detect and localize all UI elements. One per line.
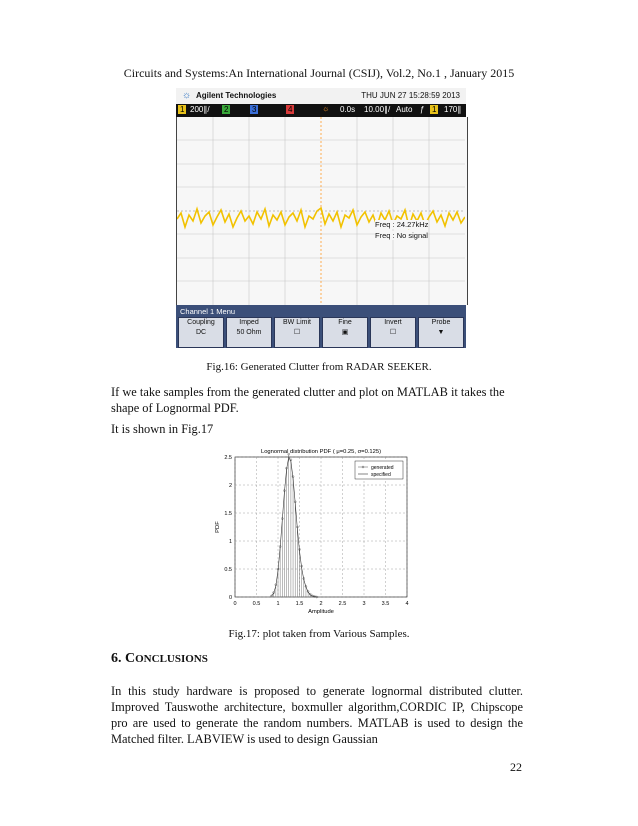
scope-display: [176, 117, 468, 305]
arrow-down-icon: ▼: [437, 329, 445, 336]
legend-generated-label: generated: [371, 465, 394, 471]
agilent-logo-icon: ☼: [182, 90, 192, 101]
y-axis-label: PDF: [215, 521, 221, 533]
x-tick-label: 2.5: [338, 601, 347, 607]
trigger-edge-icon: ƒ: [420, 105, 425, 114]
scope-brand: Agilent Technologies: [196, 91, 277, 100]
y-tick-label: 1: [228, 539, 232, 545]
lognormal-pdf-chart: [213, 445, 420, 615]
x-tick-label: 1.5: [295, 601, 304, 607]
freq-readout-1: Freq : 24.27kHz: [375, 220, 429, 229]
y-tick-label: 0.5: [224, 567, 232, 573]
trigger-mode: Auto: [396, 105, 413, 114]
x-tick-label: 2: [319, 601, 323, 607]
x-tick-label: 4: [405, 601, 409, 607]
softkey-coupling[interactable]: Coupling DC: [178, 317, 224, 348]
y-tick-label: 2: [228, 483, 232, 489]
softkey-probe[interactable]: Probe ▼: [418, 317, 464, 348]
chart-title: Lognormal distribution PDF ( μ=0.25, σ=0.125): [260, 449, 382, 455]
ch3-marker: 3: [252, 105, 257, 114]
y-tick-label: 1.5: [224, 511, 232, 517]
trigger-channel: 1: [432, 105, 437, 114]
y-tick-label: 2.5: [224, 455, 232, 461]
ch4-marker: 4: [288, 105, 293, 114]
freq-readout-2: Freq : No signal: [375, 231, 428, 240]
legend-specified-label: specified: [371, 472, 391, 478]
scope-title-bar: [176, 88, 466, 104]
scope-datetime: THU JUN 27 15:28:59 2013: [361, 91, 460, 100]
y-tick-label: 0: [228, 595, 232, 601]
x-tick-label: 3: [362, 601, 366, 607]
trigger-level: 170∥: [444, 105, 462, 114]
fig16-caption: Fig.16: Generated Clutter from RADAR SEEKER.: [206, 361, 432, 373]
paragraph-1: If we take samples from the generated clutter and plot on MATLAB it takes the shape of Lognormal PDF.: [111, 385, 505, 415]
checkbox-icon: ☐: [389, 329, 397, 336]
time-scale: 10.00∥/: [364, 105, 391, 114]
conclusion-paragraph: In this study hardware is proposed to generate lognormal distributed clutter. Improved Tauswothe architecture, boxmuller algorithm,CORDIC IP, Chipscope pro are used to generate the random numbers. MATLAB is used to design the Matched filter. LABVIEW is used to design Gaussian: [111, 684, 523, 746]
ch1-marker: 1: [180, 105, 185, 114]
ch1-scale: 200∥/: [190, 105, 210, 114]
softkey-imped[interactable]: Imped 50 Ohm: [226, 317, 272, 348]
softkey-bw-limit[interactable]: BW Limit ☐: [274, 317, 320, 348]
page-number: 22: [510, 760, 522, 774]
softkey-fine[interactable]: Fine ▣: [322, 317, 368, 348]
scope-grid: [177, 117, 465, 305]
checkbox-icon: ☐: [293, 329, 301, 336]
x-tick-label: 0: [233, 601, 237, 607]
channel-menu: [176, 305, 466, 348]
ch2-marker: 2: [224, 105, 229, 114]
paragraph-2: It is shown in Fig.17: [111, 422, 214, 436]
fig17-caption: Fig.17: plot taken from Various Samples.: [228, 628, 410, 640]
checkbox-checked-icon: ▣: [341, 329, 349, 336]
x-tick-label: 1: [276, 601, 280, 607]
x-tick-label: 0.5: [252, 601, 261, 607]
x-tick-label: 3.5: [381, 601, 390, 607]
journal-header: Circuits and Systems:An International Journal (CSIJ), Vol.2, No.1 , January 2015: [123, 66, 515, 80]
menu-title: Channel 1 Menu: [180, 307, 236, 316]
time-reference-icon: ☼: [322, 104, 330, 113]
section-heading: 6. CONCLUSIONS: [111, 651, 208, 666]
scope-status-bar: [176, 104, 466, 117]
x-axis-label: Amplitude: [308, 609, 334, 615]
softkey-invert[interactable]: Invert ☐: [370, 317, 416, 348]
time-offset: 0.0s: [340, 105, 356, 114]
oscilloscope-screenshot: [176, 88, 466, 348]
